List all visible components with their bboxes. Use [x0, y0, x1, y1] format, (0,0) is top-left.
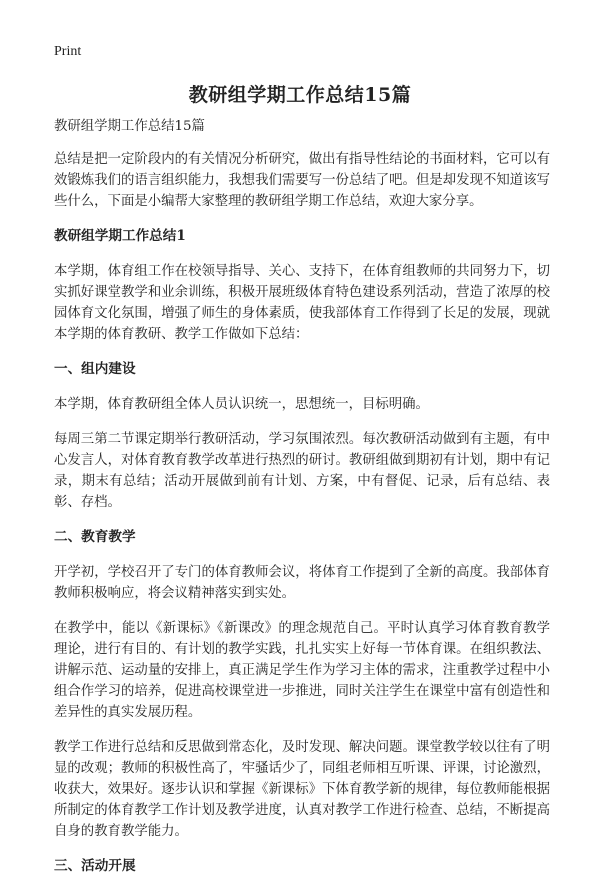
part-heading-activities: 三、活动开展	[54, 858, 136, 874]
section1-paragraph: 本学期，体育组工作在校领导指导、关心、支持下，在体育组教师的共同努力下，切实抓好课堂教学和业余训练，积极开展班级体育特色建设系列活动，营造了浓厚的校园体育文化氛围，增强了师生的身体素质，使我部体育工作得到了长足的发展，现就本学期的体育教研、教学工作做如下总结：	[54, 264, 550, 342]
article-subtitle: 教研组学期工作总结15篇	[54, 119, 205, 134]
part2-paragraph-1: 开学初，学校召开了专门的体育教师会议，将体育工作提到了全新的高度。我部体育教师积极响应，将会议精神落实到实处。	[54, 565, 550, 601]
part2-paragraph-2: 在教学中，能以《新课标》《新课改》的理念规范自己。平时认真学习体育教育教学理论，进行有目的、有计划的教学实践，扎扎实实上好每一节体育课。在组织教法、讲解示范、运动量的安排上，真正满足学生作为学习主体的需求，注重教学过程中小组合作学习的培养，促进高校课堂进一步推进，同时关注学生在课堂中富有创造性和差异性的真实发展历程。	[54, 621, 550, 720]
intro-paragraph: 总结是把一定阶段内的有关情况分析研究，做出有指导性结论的书面材料，它可以有效锻炼我们的语言组织能力，我想我们需要写一份总结了吧。但是却发现不知道该写些什么，下面是小编帮大家整理的教研组学期工作总结，欢迎大家分享。	[54, 152, 550, 209]
part1-paragraph-2: 每周三第二节课定期举行教研活动，学习氛围浓烈。每次教研活动做到有主题，有中心发言人，对体育教育教学改革进行热烈的研讨。教研组做到期初有计划，期中有记录，期末有总结；活动开展做到前有计划、方案，中有督促、记录，后有总结、表彰、存档。	[54, 432, 550, 510]
article-body	[54, 116, 550, 891]
part-heading-teaching: 二、教育教学	[54, 529, 136, 545]
print-link[interactable]: Print	[54, 44, 82, 59]
part-heading-group-building: 一、组内建设	[54, 361, 136, 377]
page-title: 教研组学期工作总结15篇	[188, 84, 412, 106]
section-heading-1: 教研组学期工作总结1	[54, 228, 186, 244]
part1-paragraph-1: 本学期，体育教研组全体人员认识统一，思想统一，目标明确。	[54, 397, 429, 412]
part2-paragraph-3: 教学工作进行总结和反思做到常态化，及时发现、解决问题。课堂教学较以往有了明显的改观；教师的积极性高了，牢骚话少了，同组老师相互听课、评课，讨论激烈，收获大，效果好。逐步认识和掌握《新课标》下体育教学新的规律，每位教师能根据所制定的体育教学工作计划及教学进度，认真对教学工作进行检查、总结，不断提高自身的教育教学能力。	[54, 740, 550, 839]
